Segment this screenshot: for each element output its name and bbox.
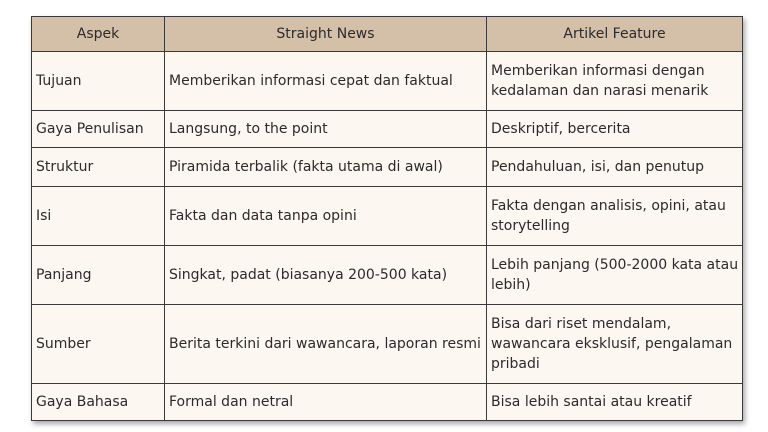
header-artikel-feature: Artikel Feature — [487, 17, 743, 52]
straight-news-cell: Memberikan informasi cepat dan faktual — [165, 52, 487, 111]
artikel-feature-cell: Fakta dengan analisis, opini, atau storytelling — [487, 187, 743, 246]
table-row — [32, 148, 743, 187]
row-aspect-cell: Tujuan — [32, 52, 165, 111]
comparison-table-container — [31, 16, 743, 421]
row-aspect-cell: Gaya Penulisan — [32, 111, 165, 148]
straight-news-cell: Berita terkini dari wawancara, laporan resmi — [165, 305, 487, 384]
row-aspect-cell: Panjang — [32, 246, 165, 305]
artikel-feature-cell: Deskriptif, bercerita — [487, 111, 743, 148]
straight-news-cell: Langsung, to the point — [165, 111, 487, 148]
table-row — [32, 246, 743, 305]
artikel-feature-cell: Memberikan informasi dengan kedalaman dan narasi menarik — [487, 52, 743, 111]
header-straight-news: Straight News — [165, 17, 487, 52]
comparison-table — [31, 16, 743, 421]
straight-news-cell: Piramida terbalik (fakta utama di awal) — [165, 148, 487, 187]
artikel-feature-cell: Bisa lebih santai atau kreatif — [487, 384, 743, 421]
row-aspect-cell: Gaya Bahasa — [32, 384, 165, 421]
table-header-row — [32, 17, 743, 52]
artikel-feature-cell: Pendahuluan, isi, dan penutup — [487, 148, 743, 187]
straight-news-cell: Singkat, padat (biasanya 200-500 kata) — [165, 246, 487, 305]
row-aspect-cell: Isi — [32, 187, 165, 246]
header-aspek: Aspek — [32, 17, 165, 52]
straight-news-cell: Formal dan netral — [165, 384, 487, 421]
table-row — [32, 111, 743, 148]
row-aspect-cell: Sumber — [32, 305, 165, 384]
table-row — [32, 384, 743, 421]
table-row — [32, 52, 743, 111]
table-row — [32, 187, 743, 246]
straight-news-cell: Fakta dan data tanpa opini — [165, 187, 487, 246]
artikel-feature-cell: Lebih panjang (500-2000 kata atau lebih) — [487, 246, 743, 305]
artikel-feature-cell: Bisa dari riset mendalam, wawancara eksklusif, pengalaman pribadi — [487, 305, 743, 384]
row-aspect-cell: Struktur — [32, 148, 165, 187]
table-row — [32, 305, 743, 384]
